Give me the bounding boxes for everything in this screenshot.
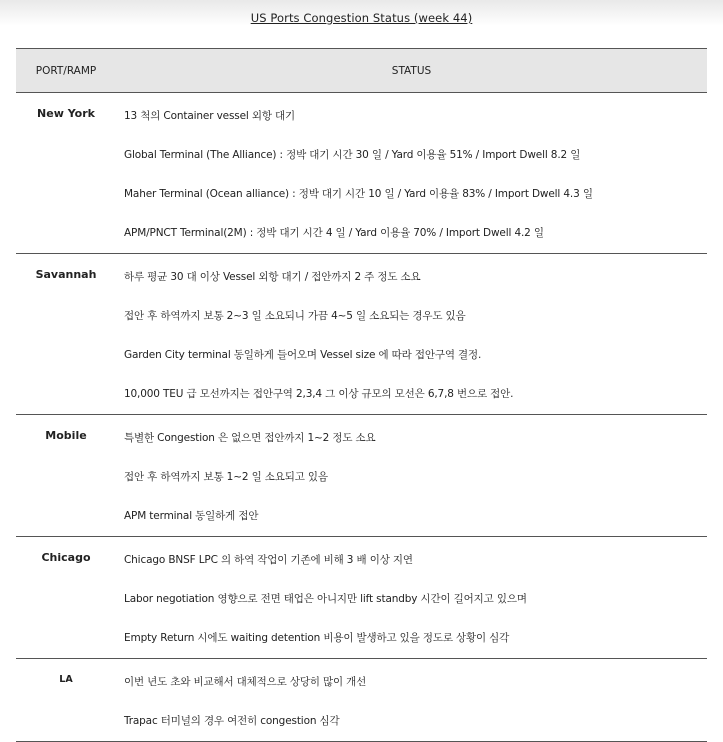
status-line: Labor negotiation 영향으로 전면 태업은 아니지만 lift standby 시간이 길어지고 있으며 [124, 593, 527, 605]
status-line: 10,000 TEU 급 모선까지는 접안구역 2,3,4 그 이상 규모의 모선은 6,7,8 번으로 접안. [124, 387, 514, 400]
table-row [16, 457, 707, 496]
status-line: Trapac 터미널의 경우 여전히 congestion 심각 [124, 714, 340, 727]
status-line: 특별한 Congestion 은 없으면 접안까지 1~2 정도 소요 [124, 431, 376, 444]
port-name: New York [37, 107, 95, 120]
table-row [16, 618, 707, 659]
table-row [16, 135, 707, 174]
table-row [16, 374, 707, 415]
status-line: 13 척의 Container vessel 외항 대기 [124, 109, 296, 122]
status-line: 접안 후 하역까지 보통 1~2 일 소요되고 있음 [124, 471, 328, 483]
status-line: 접안 후 하역까지 보통 2~3 일 소요되니 가끔 4~5 일 소요되는 경우도 있음 [124, 310, 466, 322]
table-row [16, 496, 707, 537]
column-header-status: STATUS [116, 49, 707, 93]
status-line: Empty Return 시에도 waiting detention 비용이 발생하고 있을 정도로 상황이 심각 [124, 631, 510, 644]
status-line: Maher Terminal (Ocean alliance) : 정박 대기 시간 10 일 / Yard 이용율 83% / Import Dwell 4.3 일 [124, 188, 593, 200]
header-row [16, 49, 707, 93]
table-row [16, 335, 707, 374]
table-row [16, 174, 707, 213]
port-group-new-york [16, 93, 707, 254]
table-row [16, 213, 707, 254]
page-title: US Ports Congestion Status (week 44) [250, 11, 473, 25]
port-group-la [16, 659, 707, 742]
port-group-chicago [16, 537, 707, 659]
table-row [16, 537, 707, 580]
status-line: APM/PNCT Terminal(2M) : 정박 대기 시간 4 일 / Yard 이용율 70% / Import Dwell 4.2 일 [124, 226, 544, 239]
table-row [16, 296, 707, 335]
table-row [16, 659, 707, 702]
status-line: Chicago BNSF LPC 의 하역 작업이 기존에 비해 3 배 이상 지연 [124, 553, 413, 566]
port-name: Chicago [41, 551, 91, 564]
table-row [16, 701, 707, 742]
port-name: Savannah [35, 268, 97, 281]
column-header-port: PORT/RAMP [16, 49, 116, 93]
port-group-savannah [16, 254, 707, 415]
table-row [16, 415, 707, 458]
table-row [16, 254, 707, 297]
port-group-mobile [16, 415, 707, 537]
status-line: Garden City terminal 동일하게 들어오며 Vessel size 에 따라 접안구역 결정. [124, 349, 482, 361]
status-line: Global Terminal (The Alliance) : 정박 대기 시간 30 일 / Yard 이용율 51% / Import Dwell 8.2 일 [124, 149, 581, 161]
port-name: LA [59, 674, 73, 685]
table-row [16, 579, 707, 618]
status-line: APM terminal 동일하게 접안 [124, 509, 259, 522]
table-header [16, 49, 707, 93]
status-table [16, 48, 707, 742]
table-row [16, 93, 707, 136]
status-line: 하루 평균 30 대 이상 Vessel 외항 대기 / 접안까지 2 주 정도 소요 [124, 270, 421, 283]
status-line: 이번 년도 초와 비교해서 대체적으로 상당히 많이 개선 [124, 675, 367, 688]
port-name: Mobile [45, 429, 87, 442]
